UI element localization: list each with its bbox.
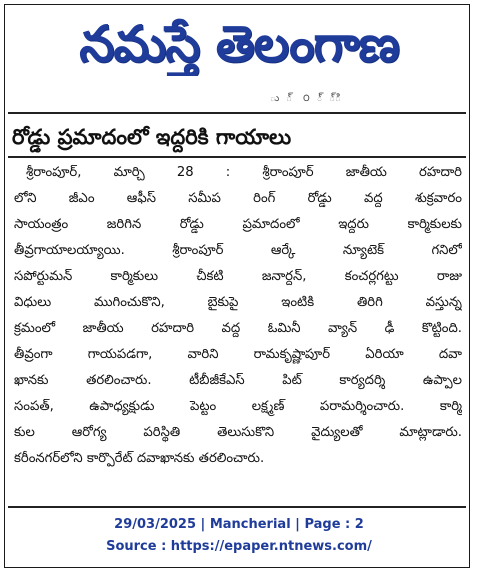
article-line: క్రమంలో జాతీయ రహదారి వద్ద ఓమినీ వ్యాన్ ఢీ కొట్టింది. <box>14 321 462 336</box>
newspaper-masthead: నమస్తే తెలంగాణ <box>79 15 399 73</box>
divider-top <box>8 112 466 114</box>
article-line: లోని జీఎం ఆఫీస్ సమీప రింగ్ రోడ్డు వద్ద శుక్రవారం <box>14 191 462 206</box>
source-url[interactable]: Source : https://epaper.ntnews.com/ <box>106 539 372 554</box>
article-line: తీవ్రగాయాలయ్యాయి. శ్రీరాంపూర్ ఆర్కే న్యూటెక్ గనిలో <box>14 243 462 258</box>
source-footer <box>0 514 478 558</box>
article-line: కరీంనగర్‌లోని కార్పొరేట్ దవాఖానకు తరలించారు. <box>14 451 265 466</box>
article-line: సంపత్, ఉపాధ్యక్షుడు పెట్టం లక్ష్మణ్ పరామర్శించారు. కార్మి <box>14 399 462 414</box>
article-line: విధులు ముగించుకొని, బైకుపై ఇంటికి తిరిగి వస్తున్న <box>14 295 462 310</box>
article-line: తీవ్రంగా గాయపడగా, వారిని రామకృష్ణాపూర్ ఏరియా దవా <box>14 347 462 362</box>
article-line: సపోర్టుమన్ కార్మికులు చీకటి జనార్దన్, కంచర్లగట్టు రాజు <box>14 269 462 284</box>
article-line: సాయంత్రం జరిగిన రోడ్డు ప్రమాదంలో ఇద్దరు కార్మికులకు <box>14 217 462 232</box>
article-line: శ్రీరాంపూర్, మార్చి 28 : శ్రీరాంపూర్ జాతీయ రహదారి <box>26 165 462 180</box>
article-line: కుల ఆరోగ్య పరిస్థితి తెలుసుకొని వైద్యులతో మాట్లాడారు. <box>14 425 462 440</box>
divider-bottom <box>8 506 466 508</box>
article-body <box>14 160 462 472</box>
date-edition-page: 29/03/2025 | Mancherial | Page : 2 <box>114 517 364 532</box>
article-headline: రోడ్డు ప్రమాదంలో ఇద్దరికి గాయాలు <box>12 125 292 149</box>
article-line: ఖానకు తరలించారు. టీబీజీకేఎస్ పిట్ కార్యదర్శి ఉప్పాల <box>14 373 462 388</box>
divider-headline <box>8 156 466 158</box>
cropped-text-fragment: ు ్ ౦ ్ ్ి <box>270 93 345 104</box>
